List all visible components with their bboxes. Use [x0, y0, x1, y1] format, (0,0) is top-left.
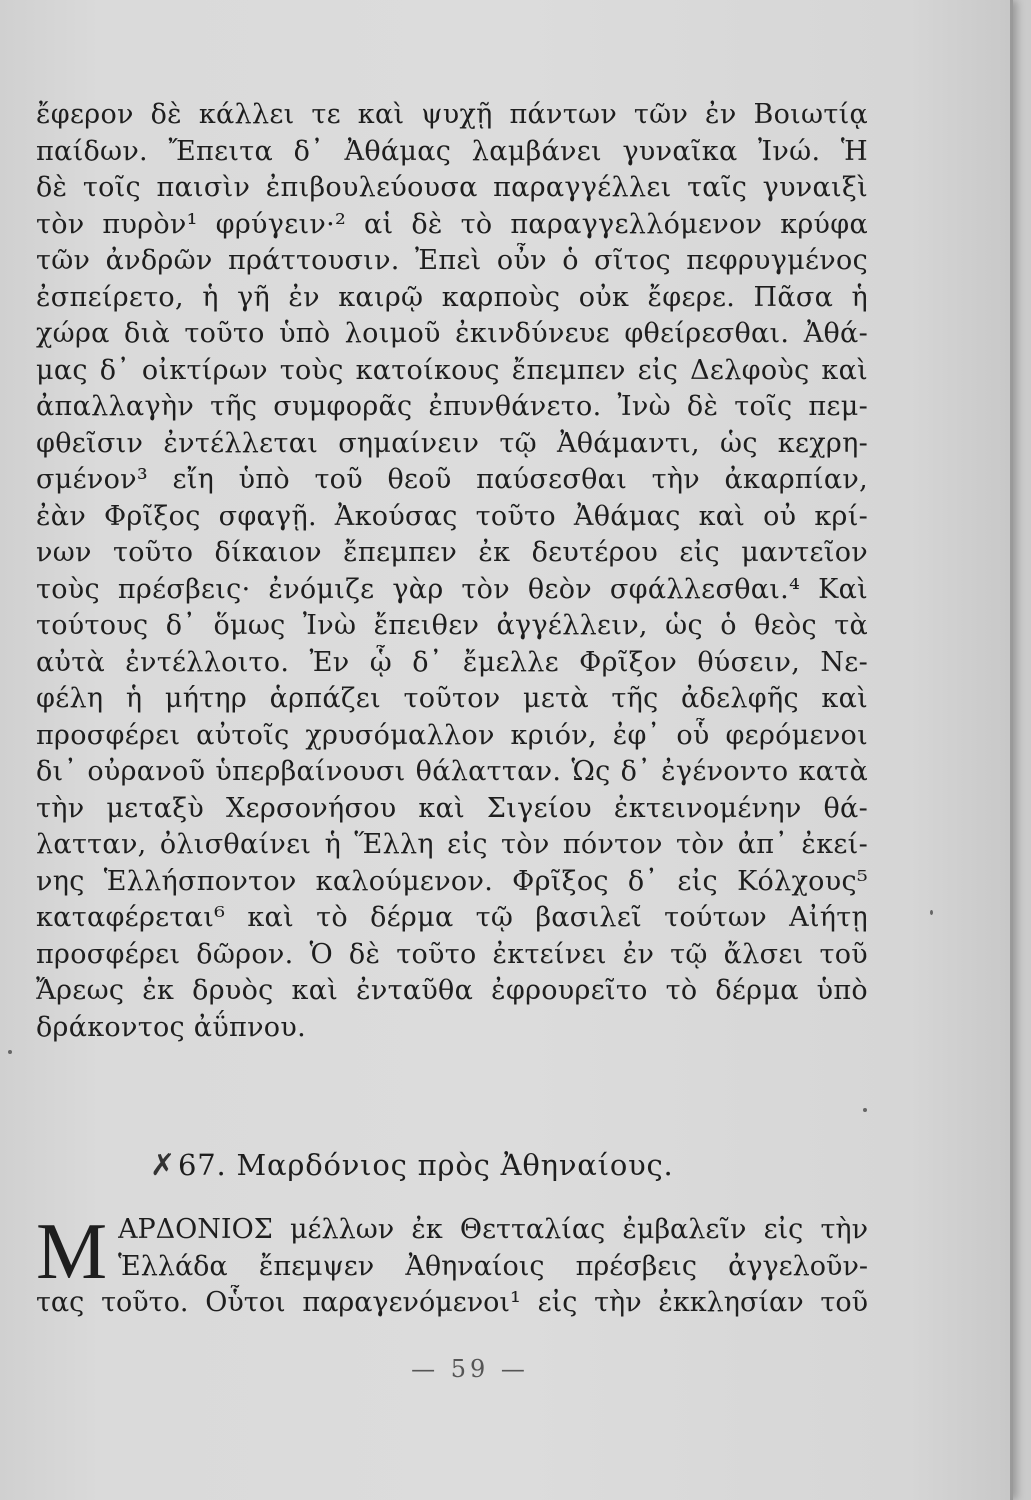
text-line: ἐσπείρετο, ἡ γῆ ἐν καιρῷ καρποὺς οὐκ ἔφερε. Πᾶσα ἡ: [36, 281, 868, 313]
text-line: φέλη ἡ μήτηρ ἁρπάζει τοῦτον μετὰ τῆς ἀδελφῆς καὶ: [36, 683, 868, 714]
text-line: δι᾽ οὐρανοῦ ὑπερβαίνουσι θάλατταν. Ὡς δ᾽ ἐγένοντο κατὰ: [36, 756, 868, 787]
text-line: αὐτὰ ἐντέλλοιτο. Ἐν ᾧ δ᾽ ἔμελλε Φρῖξον θύσειν, Νε-: [36, 646, 868, 678]
text-line: τὴν μεταξὺ Χερσονήσου καὶ Σιγείου ἐκτεινομένην θά-: [36, 792, 868, 824]
text-line: τας τοῦτο. Οὗτοι παραγενόμενοι¹ εἰς τὴν ἐκκλησίαν τοῦ: [36, 1287, 868, 1318]
text-line: δὲ τοῖς παισὶν ἐπιβουλεύουσα παραγγέλλει ταῖς γυναιξὶ: [36, 172, 868, 203]
drop-cap-lines: [118, 1212, 868, 1285]
text-line: τῶν ἀνδρῶν πράττουσιν. Ἐπεὶ οὖν ὁ σῖτος πεφρυγμένος: [36, 245, 868, 276]
text-line: ΑΡΔΟΝΙΟΣ μέλλων ἐκ Θετταλίας ἐμβαλεῖν εἰς τὴν: [118, 1214, 868, 1245]
paper-speck: [8, 1050, 12, 1054]
text-line: καταφέρεται⁶ καὶ τὸ δέρμα τῷ βασιλεῖ τούτων Αἰήτῃ: [36, 902, 868, 933]
text-line: τοὺς πρέσβεις· ἐνόμιζε γὰρ τὸν θεὸν σφάλλεσθαι.⁴ Καὶ: [36, 573, 868, 605]
text-line: ἔφερον δὲ κάλλει τε καὶ ψυχῇ πάντων τῶν ἐν Βοιωτίᾳ: [36, 99, 868, 130]
text-line: λατταν, ὀλισθαίνει ἡ Ἕλλη εἰς τὸν πόντον τὸν ἀπ᾽ ἐκεί-: [36, 829, 868, 860]
section-text-continuation: [36, 1285, 868, 1322]
text-line: Ἑλλάδα ἔπεμψεν Ἀθηναίοις πρέσβεις ἀγγελοῦν-: [118, 1250, 868, 1282]
text-line: νης Ἑλλήσποντον καλούμενον. Φρῖξος δ᾽ εἰς Κόλχους⁵: [36, 865, 868, 897]
section-heading: [150, 1148, 674, 1183]
text-line: χώρα διὰ τοῦτο ὑπὸ λοιμοῦ ἐκινδύνευε φθείρεσθαι. Ἀθά-: [36, 318, 868, 349]
text-line: προσφέρει αὐτοῖς χρυσόμαλλον κριόν, ἐφ᾽ οὗ φερόμενοι: [36, 719, 868, 751]
page-number: — 59 —: [411, 1355, 529, 1383]
text-line: τούτους δ᾽ ὅμως Ἰνὼ ἔπειθεν ἀγγέλλειν, ὡς ὁ θεὸς τὰ: [36, 610, 868, 641]
text-line: φθεῖσιν ἐντέλλεται σημαίνειν τῷ Ἀθάμαντι, ὡς κεχρη-: [36, 427, 868, 459]
paper-speck: [863, 1108, 867, 1112]
handwritten-mark: ✗: [150, 1148, 176, 1183]
drop-cap-initial: Μ: [36, 1208, 108, 1296]
paper-speck: [930, 910, 933, 915]
text-line: σμένον³ εἴη ὑπὸ τοῦ θεοῦ παύσεσθαι τὴν ἀκαρπίαν,: [36, 464, 868, 495]
text-line: μας δ᾽ οἰκτίρων τοὺς κατοίκους ἔπεμπεν εἰς Δελφοὺς καὶ: [36, 354, 868, 386]
section-title: 67. Μαρδόνιος πρὸς Ἀθηναίους.: [177, 1148, 674, 1182]
text-line: ἐὰν Φρῖξος σφαγῇ. Ἀκούσας τοῦτο Ἀθάμας καὶ οὐ κρί-: [36, 500, 868, 532]
text-line: Ἄρεως ἐκ δρυὸς καὶ ἐνταῦθα ἐφρουρεῖτο τὸ δέρμα ὑπὸ: [36, 975, 868, 1006]
text-line: νων τοῦτο δίκαιον ἔπεμπεν ἐκ δευτέρου εἰς μαντεῖον: [36, 537, 868, 568]
body-paragraph: [36, 97, 868, 1046]
text-line: δράκοντος ἀΰπνου.: [36, 1011, 306, 1043]
text-line: τὸν πυρὸν¹ φρύγειν·² αἱ δὲ τὸ παραγγελλόμενον κρύφα: [36, 208, 868, 240]
text-line: ἀπαλλαγὴν τῆς συμφορᾶς ἐπυνθάνετο. Ἰνὼ δὲ τοῖς πεμ-: [36, 391, 868, 422]
text-line: παίδων. Ἔπειτα δ᾽ Ἀθάμας λαμβάνει γυναῖκα Ἰνώ. Ἡ: [36, 135, 868, 167]
text-line: προσφέρει δῶρον. Ὁ δὲ τοῦτο ἐκτείνει ἐν τῷ ἄλσει τοῦ: [36, 938, 868, 970]
